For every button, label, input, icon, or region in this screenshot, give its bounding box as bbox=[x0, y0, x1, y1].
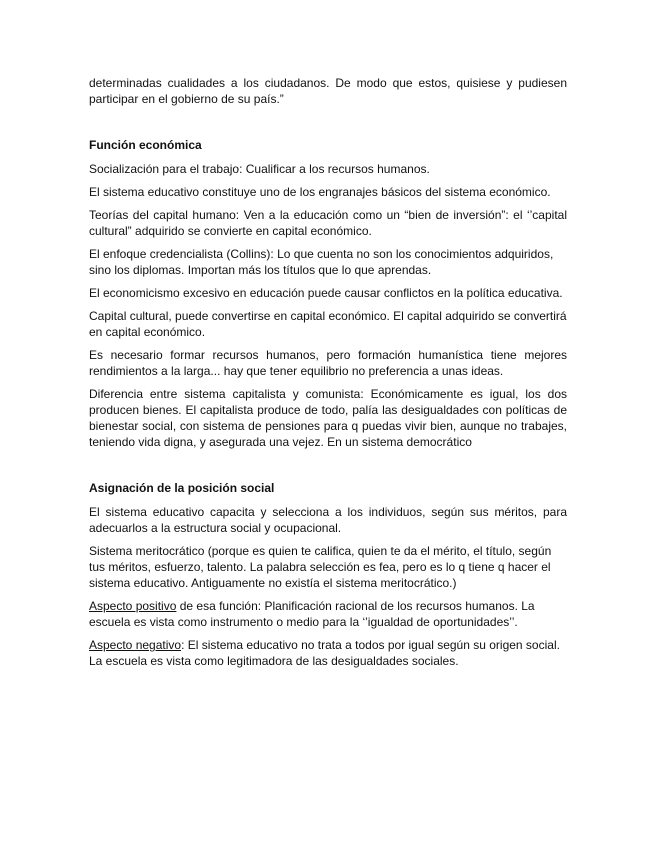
paragraph: El sistema educativo capacita y selecciona a los individuos, según sus méritos, para adecuarlos a la estructura social y ocupacional. bbox=[89, 505, 567, 535]
negative-aspect-text: : El sistema educativo no trata a todos por igual según su origen social. La escuela es vista como legitimadora de las desigualdades sociales. bbox=[89, 638, 560, 668]
positive-aspect-text: de esa función: Planificación racional de los recursos humanos. La escuela es vista como instrumento o medio para la ‘’igualdad de oportunidades’’. bbox=[89, 599, 535, 629]
negative-aspect-paragraph bbox=[89, 637, 567, 669]
section-heading-economic: Función económica bbox=[89, 138, 202, 152]
paragraph: Sistema meritocrático (porque es quien te califica, quien te da el mérito, el título, según tus méritos, esfuerzo, talento. La palabra selección es fea, pero es lo q tiene q hacer el sistema educativo. Antiguamente no existía el sistema meritocrático.) bbox=[89, 544, 552, 590]
paragraph: Teorías del capital humano: Ven a la educación como un “bien de inversión”: el ‘’capital cultural” adquirido se convierte en capital económico. bbox=[89, 208, 567, 238]
intro-paragraph: determinadas cualidades a los ciudadanos. De modo que estos, quisiese y pudiesen participar en el gobierno de su país.” bbox=[89, 76, 567, 106]
positive-aspect-label: Aspecto positivo bbox=[89, 599, 177, 613]
paragraph: El economicismo excesivo en educación puede causar conflictos en la política educativa. bbox=[89, 286, 563, 300]
paragraph: El enfoque credencialista (Collins): Lo que cuenta no son los conocimientos adquiridos, sino los diplomas. Importan más los títulos que lo que aprendas. bbox=[89, 247, 554, 277]
section-heading-social: Asignación de la posición social bbox=[89, 481, 275, 495]
positive-aspect-paragraph bbox=[89, 598, 567, 630]
negative-aspect-label: Aspecto negativo bbox=[89, 638, 182, 652]
paragraph: Socialización para el trabajo: Cualificar a los recursos humanos. bbox=[89, 162, 430, 176]
paragraph: Capital cultural, puede convertirse en capital económico. El capital adquirido se convertirá en capital económico. bbox=[89, 309, 567, 339]
paragraph: El sistema educativo constituye uno de los engranajes básicos del sistema económico. bbox=[89, 185, 551, 199]
paragraph: Es necesario formar recursos humanos, pero formación humanística tiene mejores rendimientos a la larga... hay que tener equilibrio no preferencia a unas ideas. bbox=[89, 348, 567, 378]
paragraph: Diferencia entre sistema capitalista y comunista: Económicamente es igual, los dos producen bienes. El capitalista produce de todo, palía las desigualdades con políticas de bienestar social, con sistema de pensiones para q puedas vivir bien, aunque no trabajes, teniendo vida digna, y asegurada una vejez. En un sistema democrático bbox=[89, 387, 567, 449]
